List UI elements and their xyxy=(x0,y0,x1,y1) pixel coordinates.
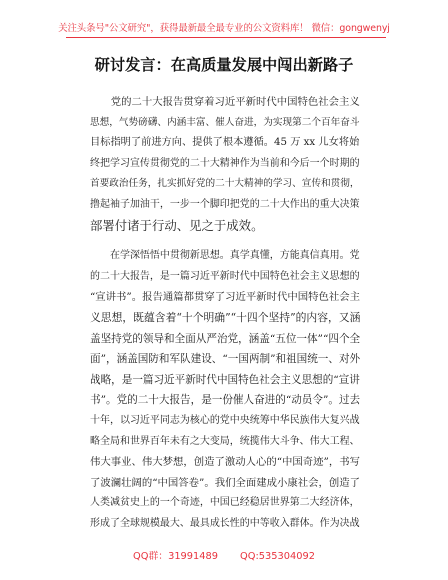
text-line: 略全局和世界百年未有之大变局，统揽伟大斗争、伟大工程、 xyxy=(90,435,360,447)
text-line: 十年，以习近平同志为核心的党中央统筹中华民族伟大复兴战 xyxy=(90,414,360,426)
footer-qq: QQ:535304092 xyxy=(240,551,315,562)
text-line: 面”，涵盖国防和军队建设、“一国两制”和祖国统一、对外 xyxy=(90,353,361,366)
text-line: 部署付诸于行动、见之于成效。 xyxy=(90,217,264,233)
text-line: 终把学习宣传贯彻党的二十大精神作为当前和今后一个时期的 xyxy=(90,157,360,169)
text-line: 在学深悟悟中贯彻新思想。真学真懂，方能真信真用。党 xyxy=(90,250,360,262)
text-line: 盖坚持党的领导和全面从严治党，涵盖“五位一体”“四个全 xyxy=(90,332,361,345)
document-title: 研讨发言：在高质量发展中闯出新路子 xyxy=(94,56,354,74)
paragraph-1 xyxy=(90,92,360,236)
text-line: 义思想，既蕴含着“十个明确”“十四个坚持”的内容，又涵 xyxy=(90,310,361,324)
text-line: 了波澜壮阔的“中国答卷”。我们全面建成小康社会，创造了 xyxy=(90,476,360,489)
footer-contact xyxy=(0,548,448,562)
text-line: 党的二十大报告贯穿着习近平新时代中国特色社会主义 xyxy=(90,96,360,108)
text-line: 撸起袖子加油干，一步一个脚印把党的二十大作出的重大决策 xyxy=(90,198,360,210)
text-line: 书”。党的二十大报告，是一份催人奋进的“动员令”。过去 xyxy=(90,394,361,407)
header-divider xyxy=(66,37,386,38)
document-body xyxy=(90,92,360,534)
text-line: 伟大事业、伟大梦想，创造了激动人心的“中国奇迹”，书写 xyxy=(90,456,360,469)
text-line: 形成了全球规模最大、最具成长性的中等收入群体。作为决战 xyxy=(90,517,360,529)
footer-qq-group: QQ群：31991489 xyxy=(133,551,219,562)
text-line: “宣讲书”。报告通篇都贯穿了习近平新时代中国特色社会主 xyxy=(90,291,360,304)
text-line: 战略，是一篇习近平新时代中国特色社会主义思想的“宣讲 xyxy=(90,373,360,386)
text-line: 目标指明了前进方向、提供了根本遵循。45 万 xx 儿女将始 xyxy=(90,137,360,149)
text-line: 的二十大报告，是一篇习近平新时代中国特色社会主义思想的 xyxy=(90,270,360,282)
text-line: 思想，气势磅礴、内涵丰富、催人奋进，为实现第二个百年奋斗 xyxy=(90,116,360,128)
text-line: 人类减贫史上的一个奇迹，中国已经稳居世界第二大经济体， xyxy=(90,497,360,509)
paragraph-2 xyxy=(90,246,360,534)
header-banner: 关注头条号"公文研究"，获得最新最全最专业的公文资料库！ 微信：gongwenyj xyxy=(58,23,390,34)
text-line: 首要政治任务，扎实抓好党的二十大精神的学习、宣传和贯彻， xyxy=(90,178,360,190)
